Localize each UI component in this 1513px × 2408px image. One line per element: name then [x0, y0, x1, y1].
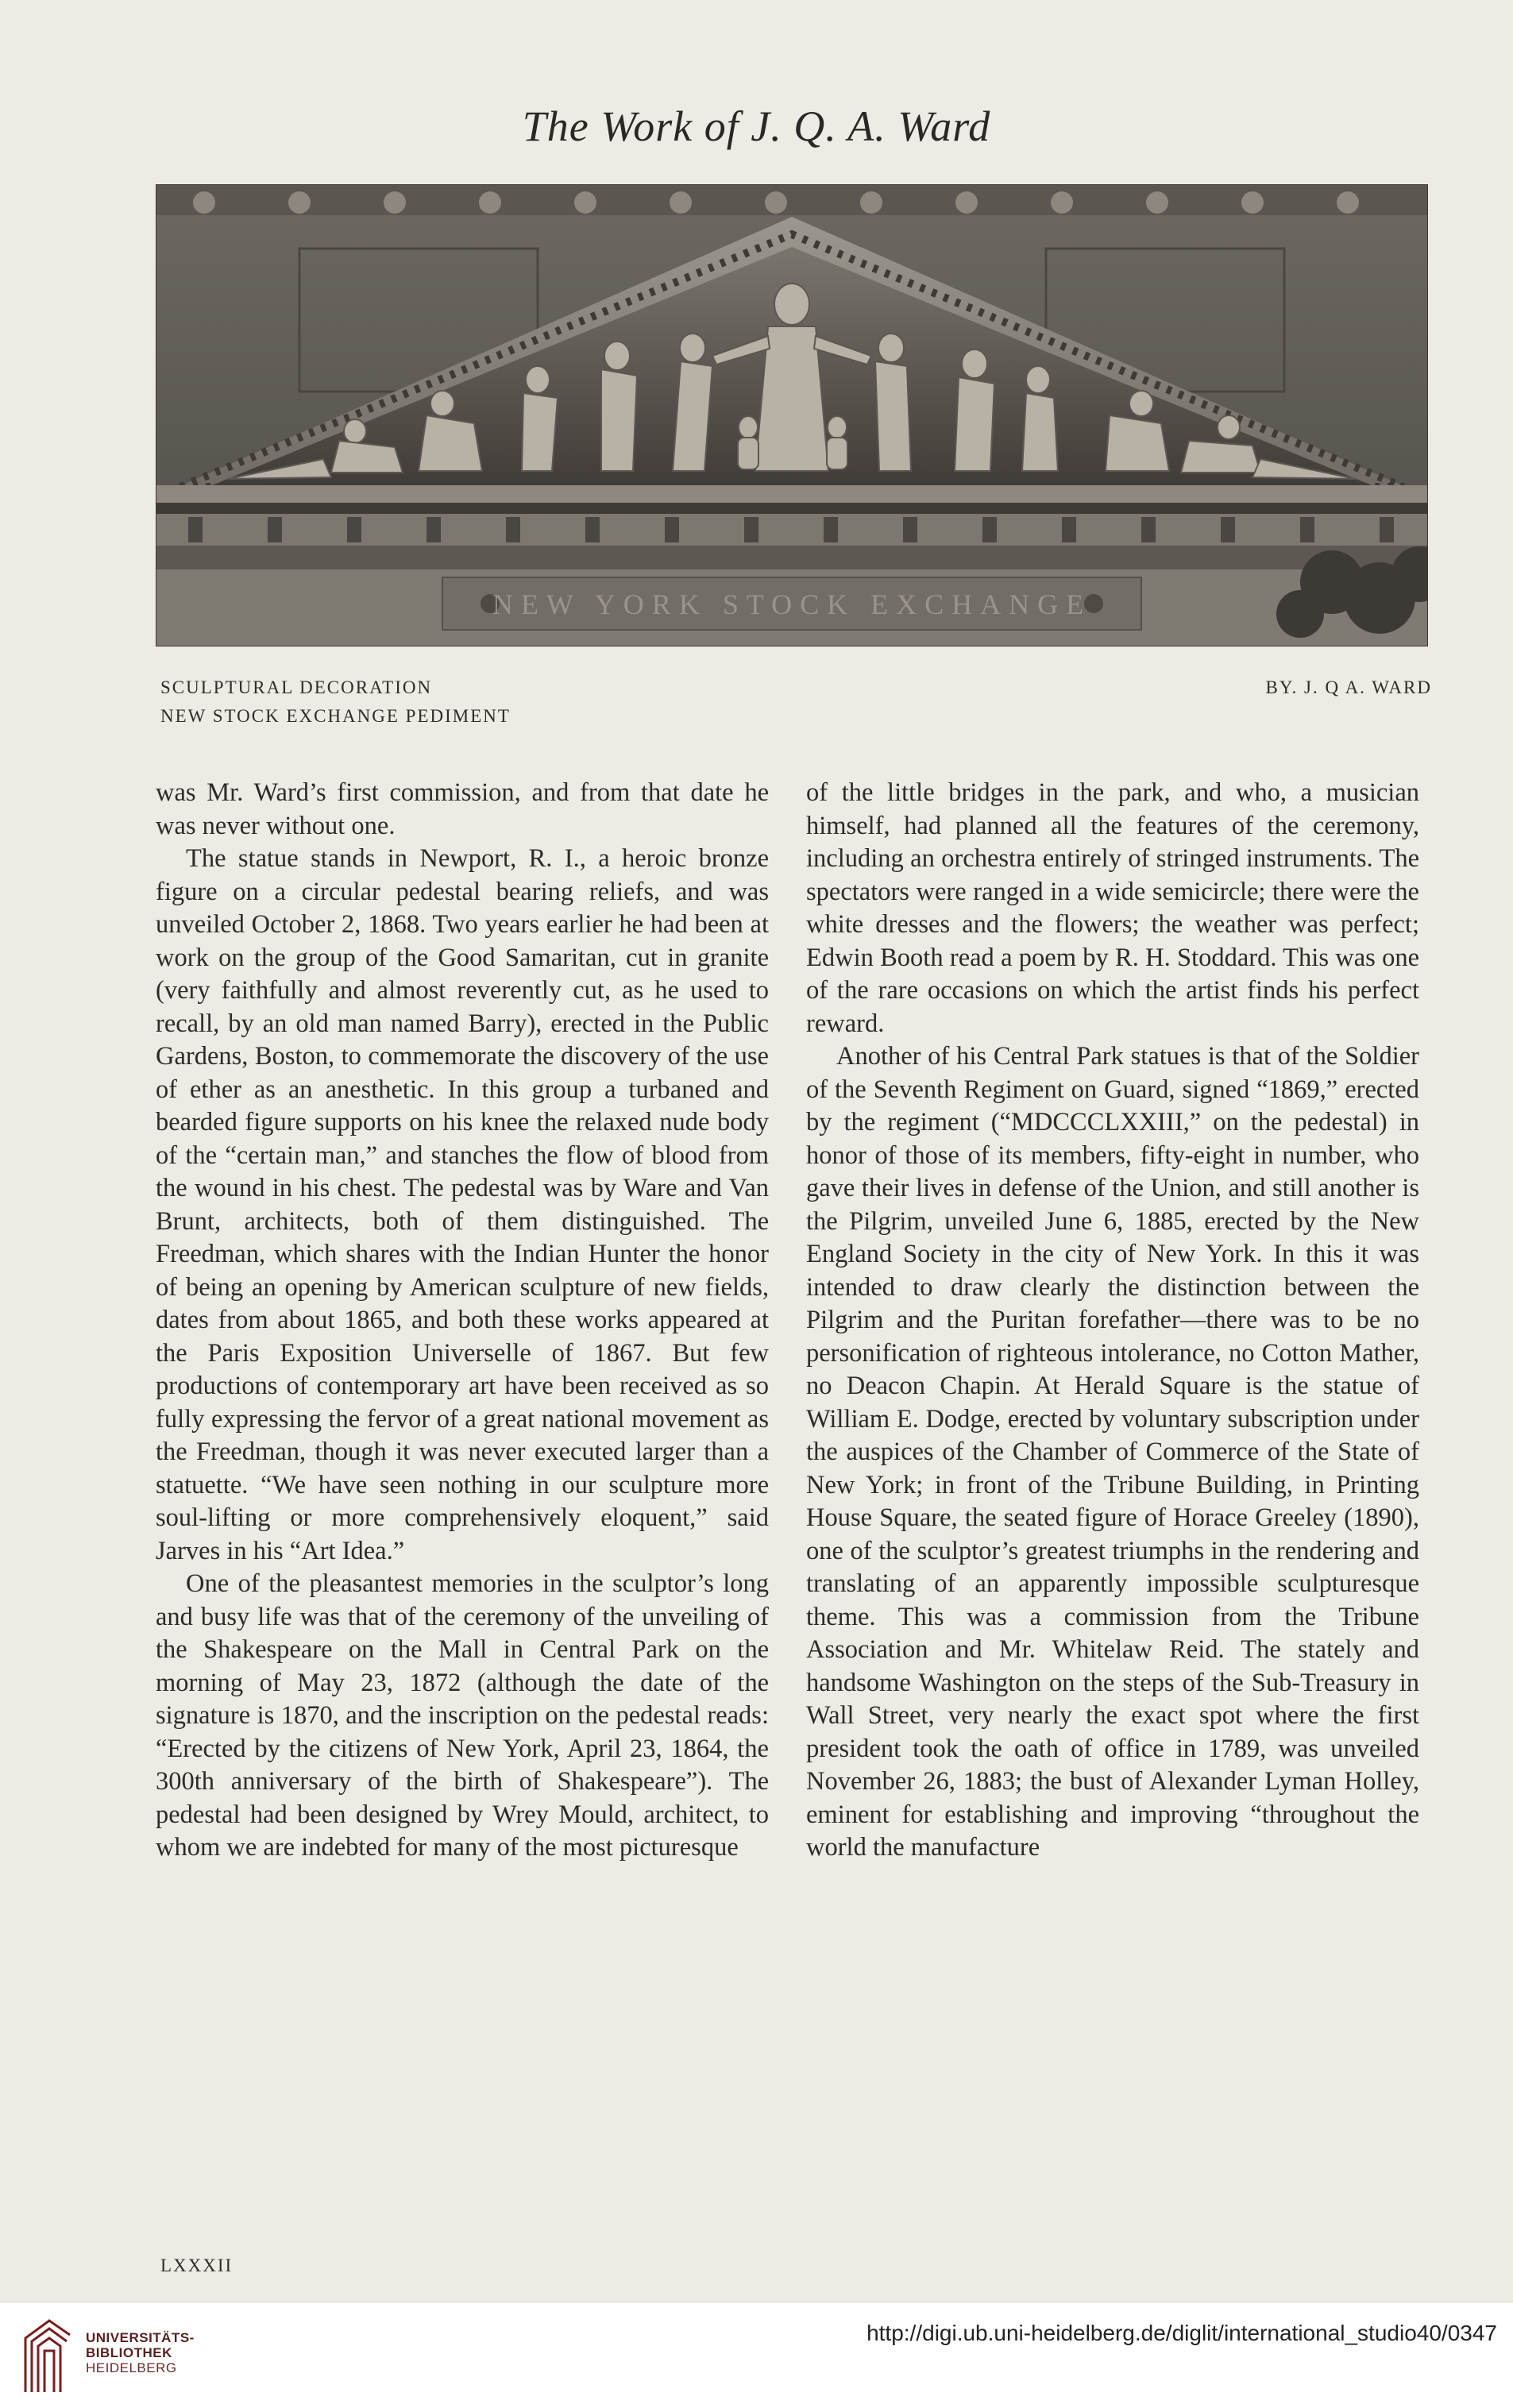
- page-number: LXXXII: [160, 2256, 234, 2275]
- caption-line-2: NEW STOCK EXCHANGE PEDIMENT: [160, 706, 511, 726]
- paragraph: was Mr. Ward’s first commission, and from that date he was never without one.: [156, 778, 769, 840]
- pediment-inscription: NEW YORK STOCK EXCHANGE: [492, 588, 1092, 620]
- library-line-2: BIBLIOTHEK: [86, 2345, 172, 2360]
- library-logo-icon: [17, 2314, 78, 2397]
- running-title: The Work of J. Q. A. Ward: [522, 102, 991, 150]
- plate-caption-right: BY. J. Q A. WARD: [1265, 677, 1432, 697]
- digitization-footer: [0, 2303, 1513, 2408]
- text-column-left: [156, 777, 769, 1865]
- plate-caption-left: [160, 673, 511, 731]
- library-line-3: HEIDELBERG: [86, 2360, 177, 2375]
- paragraph: One of the pleasantest memories in the sculptor’s long and busy life was that of the ceremony of the unveiling of the Shakespeare on the Mall in Central Park on the morning of May 23, 1872 (although the date of the signature is 1870, and the inscription on the pedestal reads: “Erected by the citizens of New York, April 23, 1864, the 300th anniversary of the birth of Shakespeare”). The pedestal had been designed by Wrey Mould, architect, to whom we are indebted for many of the most picturesque: [156, 1569, 769, 1862]
- caption-line-1: SCULPTURAL DECORATION: [160, 677, 433, 697]
- paragraph: Another of his Central Park statues is that of the Soldier of the Seventh Regiment on Guard, signed “1869,” erected by the regiment (“MDCCCLXXIII,” on the pedestal) in honor of those of its members, fifty-eight in number, who gave their lives in defense of the Union, and still another is the Pilgrim, unveiled June 6, 1885, erected by the New England Society in the city of New York. In this it was intended to draw clearly the distinction between the Pilgrim and the Puritan forefather—there was to be no personification of righteous intolerance, no Cotton Mather, no Deacon Chapin. At Herald Square is the statue of William E. Dodge, erected by voluntary subscription under the auspices of the Chamber of Commerce of the State of New York; in front of the Tribune Building, in Printing House Square, the seated figure of Horace Greeley (1890), one of the sculptor’s greatest triumphs in the rendering and translating of an apparently impossible sculpturesque theme. This was a commission from the Tribune Association and Mr. Whitelaw Reid. The stately and handsome Washington on the steps of the Sub-Treasury in Wall Street, very nearly the exact spot where the first president took the oath of office in 1789, was unveiled November 26, 1883; the bust of Alexander Lyman Holley, eminent for establishing and improving “throughout the world the manufacture: [806, 1042, 1419, 1862]
- text-column-right: [806, 777, 1419, 1865]
- library-name: [86, 2330, 195, 2375]
- library-line-1: UNIVERSITÄTS-: [86, 2330, 195, 2345]
- paragraph: The statue stands in Newport, R. I., a heroic bronze figure on a circular pedestal bearing reliefs, and was unveiled October 2, 1868. Two years earlier he had been at work on the group of the Good Samaritan, cut in granite (very faithfully and almost reverently cut, as he used to recall, by an old man named Barry), erected in the Public Gardens, Boston, to commemorate the discovery of the use of ether as an anesthetic. In this group a turbaned and bearded figure supports on his knee the relaxed nude body of the “certain man,” and stanches the flow of blood from the wound in his chest. The pedestal was by Ware and Van Brunt, architects, both of them distinguished. The Freedman, which shares with the Indian Hunter the honor of being an opening by American sculpture of new fields, dates from about 1865, and both these works appeared at the Paris Exposition Universelle of 1867. But few productions of contemporary art have been received as so fully expressing the fervor of a great national movement as the Freedman, though it was never executed larger than a statuette. “We have seen nothing in our sculpture more soul-lifting or more comprehensively eloquent,” said Jarves in his “Art Idea.”: [156, 844, 769, 1565]
- pediment-photograph: [156, 184, 1428, 646]
- paragraph: of the little bridges in the park, and who, a musician himself, had planned all the features of the ceremony, including an orchestra entirely of stringed instruments. The spectators were ranged in a wide semicircle; there were the white dresses and the flowers; the weather was perfect; Edwin Booth read a poem by R. H. Stoddard. This was one of the rare occasions on which the artist finds his perfect reward.: [806, 778, 1419, 1038]
- source-url-link[interactable]: http://digi.ub.uni-heidelberg.de/diglit/international_studio40/0347: [867, 2321, 1497, 2345]
